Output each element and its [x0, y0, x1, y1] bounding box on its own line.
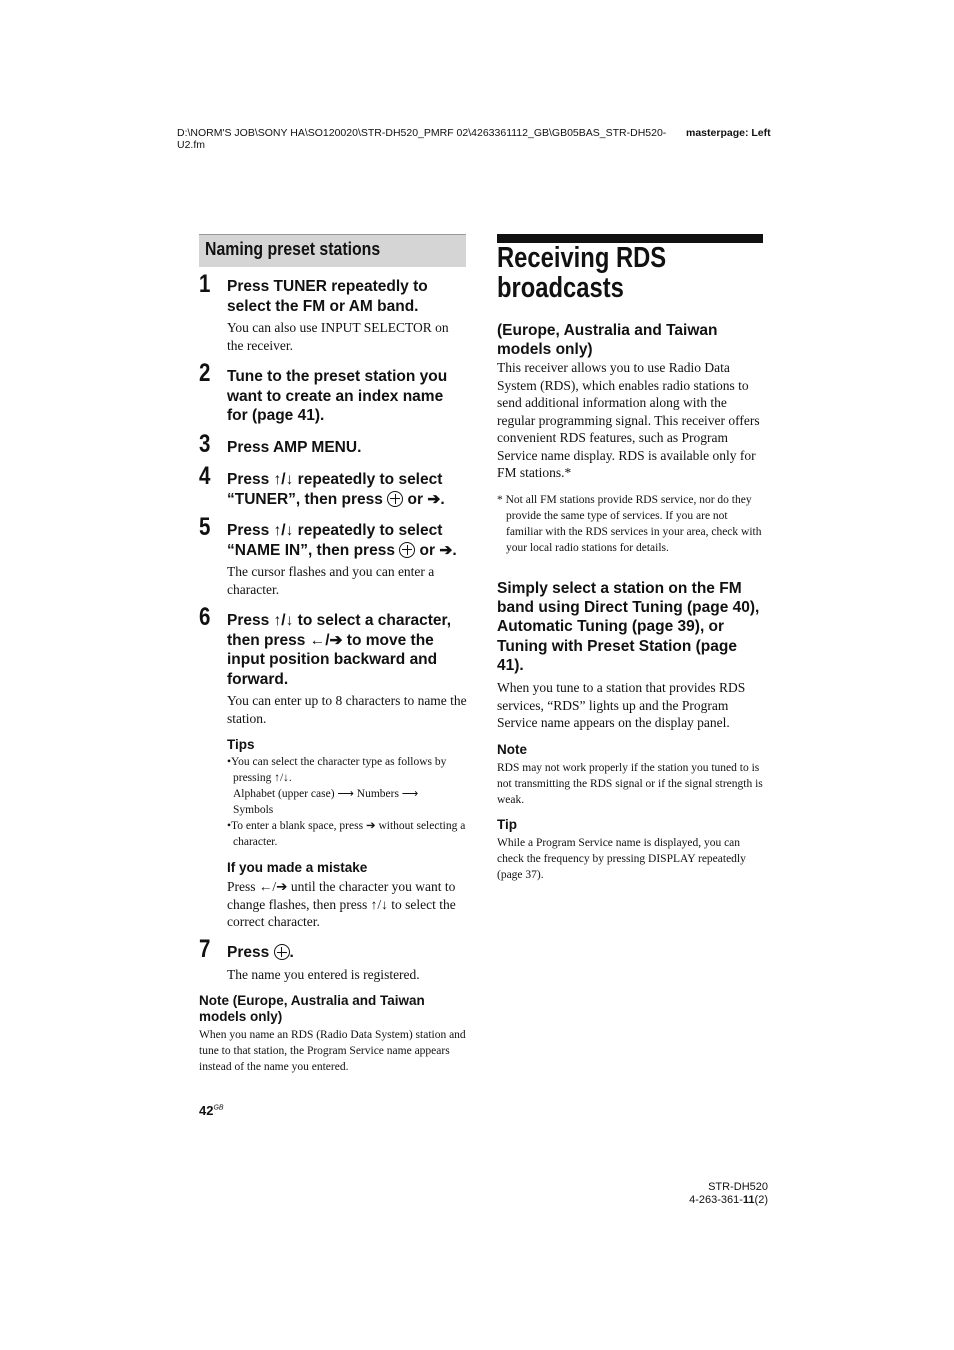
- section-title: Naming preset stations: [205, 239, 381, 259]
- up-down-arrow-icon: ↑/↓: [370, 896, 388, 912]
- rds-footnote: * Not all FM stations provide RDS service, nor do they provide the same type of services. If you are not familiar with the RDS services in your area, check with your local radio stations for details.: [497, 494, 762, 554]
- file-path-header: D:\NORM'S JOB\SONY HA\SO120020\STR-DH520_PMRF 02\4263361112_GB\GB05BAS_STR-DH520-U2.fm: [177, 127, 667, 151]
- rds-tip-body: While a Program Service name is displayed, you can check the frequency by pressing DISPLAY repeatedly (page 37).: [497, 837, 746, 881]
- step-5-body: The cursor flashes and you can enter a character.: [227, 564, 435, 597]
- tip-bullet-2: •To enter a blank space, press ➔ without selecting a character.: [227, 820, 466, 848]
- page-number: $42^{GB}$: [199, 1103, 224, 1118]
- step-number-2: 2: [199, 359, 211, 387]
- step-5-heading: Press ↑/↓ repeatedly to select “NAME IN”, then press or ➔.: [227, 522, 457, 559]
- step-6-body: You can enter up to 8 characters to name the station.: [227, 693, 467, 726]
- step-7-body: The name you entered is registered.: [227, 967, 420, 982]
- step-7-heading: Press .: [227, 944, 294, 961]
- select-station-heading: Simply select a station on the FM band using Direct Tuning (page 40), Automatic Tuning (page 39), or Tuning with Preset Station (page 41).: [497, 580, 760, 674]
- character-type-sequence: Alphabet (upper case) ⟶ Numbers ⟶ Symbols: [233, 788, 419, 816]
- masterpage-label: masterpage: Left: [686, 127, 771, 139]
- note-body: When you name an RDS (Radio Data System) station and tune to that station, the Program Service name appears instead of the name you entered.: [199, 1029, 466, 1073]
- tip-bullet-1: •You can select the character type as follows by pressing ↑/↓. Alphabet (upper case) ⟶ Numbers ⟶ Symbols: [227, 754, 467, 818]
- enter-button-icon: [387, 491, 403, 507]
- tips-heading: Tips: [227, 737, 255, 752]
- left-right-arrow-icon: ←/➔: [258, 879, 288, 894]
- tips-list: [227, 754, 467, 850]
- up-down-arrow-icon: ↑/↓: [273, 522, 294, 539]
- note-heading: Note (Europe, Australia and Taiwan models only): [199, 993, 425, 1024]
- left-right-arrow-icon: ←/➔: [309, 631, 343, 649]
- enter-button-icon: [399, 542, 415, 558]
- step-number-6: 6: [199, 603, 211, 631]
- right-arrow-icon: ➔: [427, 490, 441, 508]
- up-down-arrow-icon: ↑/↓: [273, 612, 294, 629]
- step-3-heading: Press AMP MENU.: [227, 439, 362, 456]
- select-station-body: When you tune to a station that provides RDS services, “RDS” lights up and the Program Service name appears on the display panel.: [497, 680, 746, 730]
- rds-note-body: RDS may not work properly if the station you tuned to is not transmitting the RDS signal or if the signal strength is weak.: [497, 762, 763, 806]
- step-number-1: 1: [199, 270, 211, 298]
- enter-button-icon: [274, 944, 290, 960]
- rds-tip-heading: Tip: [497, 817, 517, 832]
- step-number-5: 5: [199, 513, 211, 541]
- rds-intro: This receiver allows you to use Radio Data System (RDS), which enables radio stations to send additional information along with the regular programming signal. This receiver offers convenient RDS features, such as Program Service name display. RDS is available only for FM stations.*: [497, 360, 760, 480]
- mistake-body: Press ←/➔ until the character you want to change flashes, then press ↑/↓ to select the correct character.: [227, 879, 456, 929]
- models-subtitle: (Europe, Australia and Taiwan models only): [497, 322, 718, 359]
- up-down-arrow-icon: ↑/↓: [274, 772, 289, 784]
- mistake-heading: If you made a mistake: [227, 860, 368, 875]
- step-1-heading: Press TUNER repeatedly to select the FM or AM band.: [227, 278, 428, 315]
- step-1-body: You can also use INPUT SELECTOR on the receiver.: [227, 320, 449, 353]
- step-number-7: 7: [199, 935, 211, 963]
- up-down-arrow-icon: ↑/↓: [273, 471, 294, 488]
- right-arrow-icon: ➔: [439, 541, 453, 559]
- step-4-heading: Press ↑/↓ repeatedly to select “TUNER”, then press or ➔.: [227, 471, 445, 508]
- page-title: Receiving RDS broadcasts: [497, 242, 667, 304]
- step-number-4: 4: [199, 462, 211, 490]
- step-6-heading: Press ↑/↓ to select a character, then press ←/➔ to move the input position backward and forward.: [227, 612, 452, 688]
- step-number-3: 3: [199, 430, 211, 458]
- right-arrow-icon: ➔: [365, 820, 376, 832]
- rds-note-heading: Note: [497, 742, 527, 757]
- section-title-bar: [199, 234, 466, 267]
- step-2-heading: Tune to the preset station you want to create an index name for (page 41).: [227, 368, 448, 424]
- model-code: STR-DH520 4-263-361-11(2): [689, 1181, 768, 1206]
